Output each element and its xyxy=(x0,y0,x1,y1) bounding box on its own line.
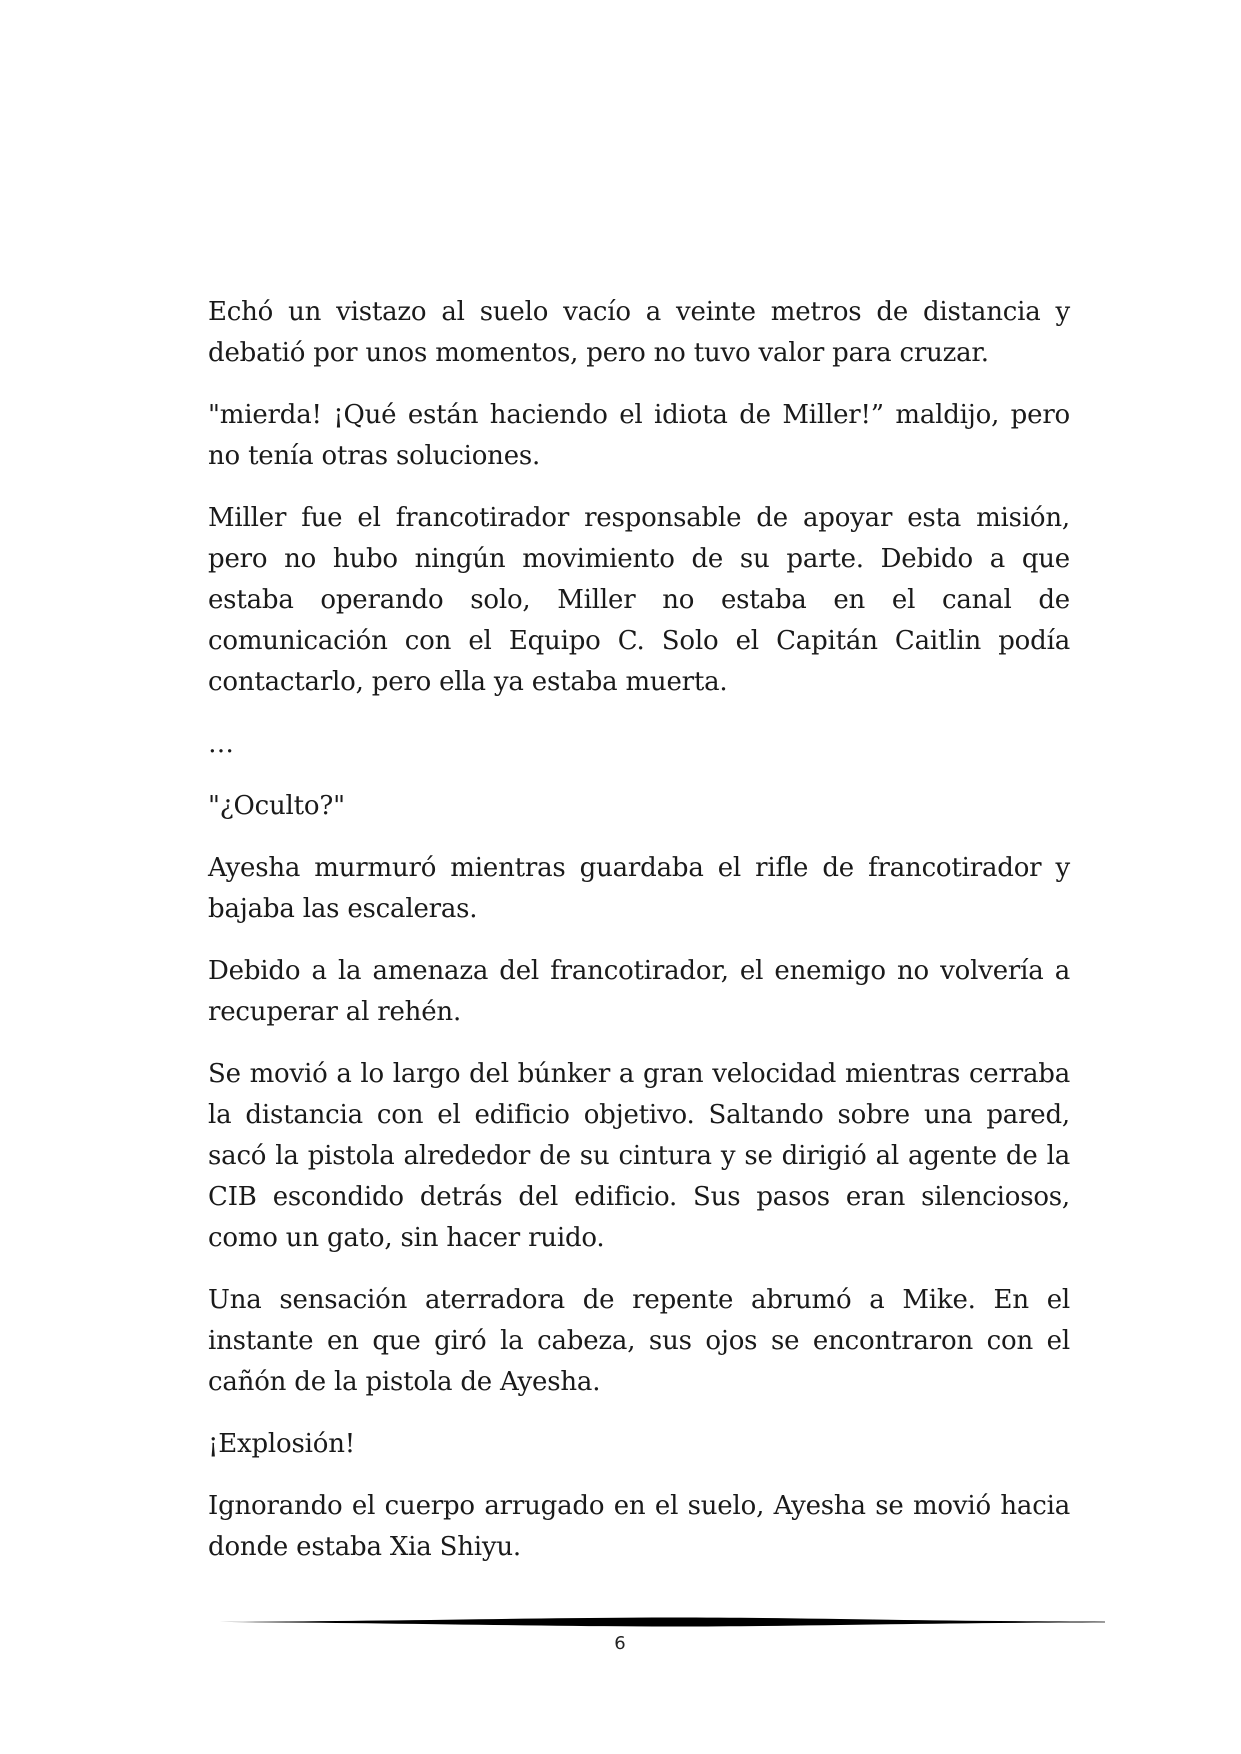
paragraph: ¡Explosión! xyxy=(208,1429,356,1459)
paragraph: Ignorando el cuerpo arrugado en el suelo, Ayesha se movió hacia donde estaba Xia Shiyu. xyxy=(208,1491,1070,1562)
page-number: 6 xyxy=(614,1633,626,1654)
paragraph: Una sensación aterradora de repente abrumó a Mike. En el instante en que giró la cabeza, sus ojos se encontraron con el cañón de la pistola de Ayesha. xyxy=(208,1285,1070,1397)
paragraph: Se movió a lo largo del búnker a gran velocidad mientras cerraba la distancia con el edificio objetivo. Saltando sobre una pared, sacó la pistola alrededor de su cintura y se dirigió al agente de la CIB escondido detrás del edificio. Sus pasos eran silenciosos, como un gato, sin hacer ruido. xyxy=(208,1059,1070,1253)
paragraph: Miller fue el francotirador responsable de apoyar esta misión, pero no hubo ningún movimiento de su parte. Debido a que estaba operando solo, Miller no estaba en el canal de comunicación con el Equipo C. Solo el Capitán Caitlin podía contactarlo, pero ella ya estaba muerta. xyxy=(208,503,1070,697)
paragraph: Ayesha murmuró mientras guardaba el rifle de francotirador y bajaba las escaleras. xyxy=(208,853,1070,924)
paragraph: Echó un vistazo al suelo vacío a veinte metros de distancia y debatió por unos momentos, pero no tuvo valor para cruzar. xyxy=(208,297,1070,368)
paragraph: … xyxy=(208,729,234,759)
footer-divider xyxy=(207,1617,1105,1627)
paragraph: "¿Oculto?" xyxy=(208,791,345,821)
paragraph: Debido a la amenaza del francotirador, el enemigo no volvería a recuperar al rehén. xyxy=(208,956,1070,1027)
paragraph: "mierda! ¡Qué están haciendo el idiota de Miller!” maldijo, pero no tenía otras soluciones. xyxy=(208,400,1070,471)
text-body xyxy=(208,292,1070,1589)
